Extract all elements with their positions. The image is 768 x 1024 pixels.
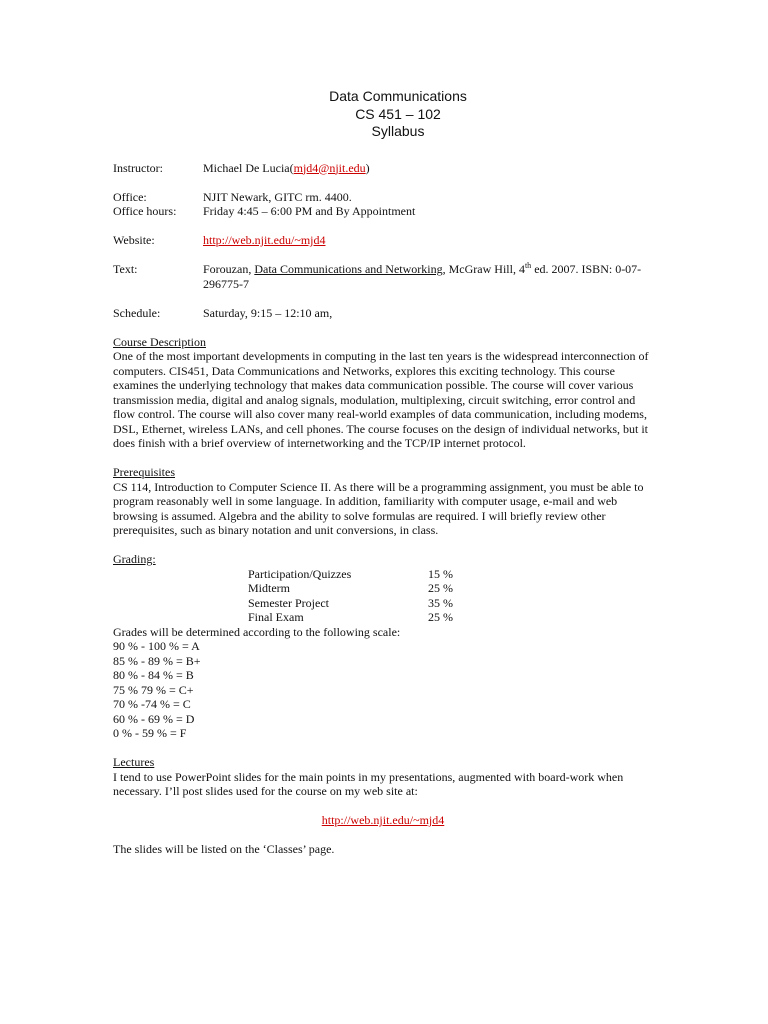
text-edition-sup: th bbox=[524, 261, 532, 270]
grading-scale-item: 75 % 79 % = C+ bbox=[113, 682, 194, 697]
schedule-label: Schedule: bbox=[113, 305, 161, 320]
lectures-link-row bbox=[113, 813, 653, 828]
instructor-close: ) bbox=[365, 160, 370, 175]
instructor-name: Michael De Lucia( bbox=[203, 160, 294, 175]
text-publisher: , McGraw Hill, 4 bbox=[442, 262, 525, 276]
grading-section bbox=[113, 552, 653, 741]
grading-scale bbox=[113, 639, 653, 741]
grading-item-pct: 25 % bbox=[428, 610, 453, 624]
grading-item-name: Participation/Quizzes bbox=[248, 566, 352, 581]
course-description-heading: Course Description bbox=[113, 334, 206, 349]
course-number: CS 451 – 102 bbox=[355, 105, 441, 122]
lectures-website-link[interactable]: http://web.njit.edu/~mjd4 bbox=[321, 813, 445, 827]
instructor-row bbox=[113, 161, 653, 176]
lectures-body: I tend to use PowerPoint slides for the main points in my presentations, augmented with board-work when necessary. I’ll post slides used for the course on my web site at: bbox=[113, 769, 624, 798]
text-label: Text: bbox=[113, 262, 138, 276]
lectures-heading: Lectures bbox=[113, 755, 155, 769]
grading-row bbox=[248, 581, 458, 596]
lectures-section bbox=[113, 755, 653, 857]
website-link[interactable]: http://web.njit.edu/~mjd4 bbox=[203, 233, 326, 247]
title-block bbox=[143, 88, 653, 141]
grading-item-pct: 15 % bbox=[428, 566, 453, 581]
text-value bbox=[203, 262, 653, 291]
text-rest: ed. 2007. ISBN: 0-07-296775-7 bbox=[203, 262, 642, 291]
course-info bbox=[113, 161, 653, 321]
grading-row bbox=[248, 610, 458, 625]
schedule-row bbox=[113, 306, 653, 321]
course-description-body: One of the most important developments in computing in the last ten years is the widespread interconnection of computers. CIS451, Data Communications and Networks, explores this exciting technology. This course examines the underlying technology that makes data communication possible. The course will cover various transmission media, digital and analog signals, modulation, multiplexing, circuit switching, error control and flow control. The course will also cover many real-world examples of data communication, including modems, DSL, Ethernet, wireless LANs, and cell phones. The course focuses on the design of individual networks, but it does finish with a brief overview of internetworking and the TCP/IP internet protocol. bbox=[113, 349, 649, 450]
grading-scale-item: 85 % - 89 % = B+ bbox=[113, 653, 201, 668]
office-hours-value: Friday 4:45 – 6:00 PM and By Appointment bbox=[203, 204, 416, 218]
instructor-label: Instructor: bbox=[113, 160, 163, 175]
grading-item-pct: 35 % bbox=[428, 595, 453, 610]
text-book-title: Data Communications and Networking bbox=[254, 262, 443, 276]
grading-weights bbox=[248, 567, 458, 625]
office-value: NJIT Newark, GITC rm. 4400. bbox=[203, 189, 352, 204]
grading-scale-item: 80 % - 84 % = B bbox=[113, 668, 194, 682]
grading-scale-item: 60 % - 69 % = D bbox=[113, 711, 195, 726]
instructor-value bbox=[203, 161, 653, 176]
grading-row bbox=[248, 596, 458, 611]
text-author: Forouzan, bbox=[203, 262, 255, 276]
website-value bbox=[203, 233, 653, 248]
lectures-closing: The slides will be listed on the ‘Classes’ page. bbox=[113, 842, 335, 856]
instructor-email-link[interactable]: mjd4@njit.edu bbox=[293, 160, 366, 175]
grading-scale-intro: Grades will be determined according to the following scale: bbox=[113, 624, 401, 639]
document-type: Syllabus bbox=[371, 123, 425, 139]
text-row bbox=[113, 262, 653, 291]
grading-item-name: Final Exam bbox=[248, 610, 304, 624]
office-row bbox=[113, 190, 653, 205]
prerequisites-body: CS 114, Introduction to Computer Science II. As there will be a programming assignment, you must be able to program reasonably well in some language. In addition, familiarity with computer usage, e-mail and web browsing is assumed. Algebra and the ability to solve formulas are required. I will briefly review other prerequisites, such as binary notation and unit conversions, in class. bbox=[113, 479, 644, 537]
website-label: Website: bbox=[113, 233, 155, 247]
grading-scale-item: 0 % - 59 % = F bbox=[113, 726, 187, 740]
grading-item-name: Midterm bbox=[248, 581, 290, 595]
grading-item-name: Semester Project bbox=[248, 595, 329, 610]
grading-scale-item: 90 % - 100 % = A bbox=[113, 639, 200, 653]
prerequisites-heading: Prerequisites bbox=[113, 465, 175, 479]
grading-row bbox=[248, 567, 458, 582]
office-hours-row bbox=[113, 204, 653, 219]
schedule-value: Saturday, 9:15 – 12:10 am, bbox=[203, 305, 333, 320]
office-label: Office: bbox=[113, 189, 147, 204]
course-description-section bbox=[113, 335, 653, 451]
course-title: Data Communications bbox=[329, 88, 467, 104]
prerequisites-section bbox=[113, 465, 653, 538]
grading-scale-item: 70 % -74 % = C bbox=[113, 697, 191, 711]
office-hours-label: Office hours: bbox=[113, 204, 177, 218]
grading-heading: Grading: bbox=[113, 552, 156, 566]
syllabus-page bbox=[113, 88, 653, 857]
grading-item-pct: 25 % bbox=[428, 581, 453, 595]
website-row bbox=[113, 233, 653, 248]
